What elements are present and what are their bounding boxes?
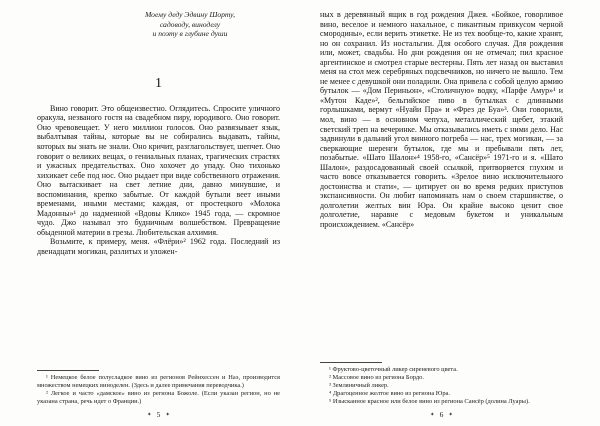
- chapter-number: 1: [155, 75, 162, 91]
- footnote: ³ Земляничный ликер.: [329, 382, 389, 390]
- epigraph-line: садоводу, виноделу: [159, 19, 221, 29]
- page-right-content: [320, 10, 563, 360]
- page-left-content: [37, 10, 280, 368]
- footnote: ⁴ Драгоценное желтое вино из региона Юра.: [329, 390, 450, 398]
- epigraph-line: и поэту в глубине души: [152, 29, 228, 39]
- epigraph-line: Моему деду Эдвину Шорту,: [144, 10, 236, 19]
- footnote-separator: [320, 362, 382, 363]
- footnotes-block: [37, 368, 280, 406]
- footnote-separator: [37, 370, 99, 371]
- footnote: ⁵ Изысканное красное или белое вино из региона Сансёр (долина Луары).: [329, 398, 530, 406]
- page-right: [300, 0, 600, 426]
- body-paragraph: Вино говорит. Это общеизвестно. Оглядитесь. Спросите уличного оракула, незваного гостя на свадебном пиру, юродивого. Оно говорит. Оно чревовещает. У него миллион голосов. Оно развязывает язык, выбалтывая тайны, которые вы не собирались выдавать, тайны, которых вы знать не знали. Оно кричит, разглагольствует, шепчет. Оно говорит о великих вещах, о гениальных планах, трагических страстях и ужасных предательствах. Оно хохочет до упаду. Оно тихонько хихикает себе под нос. Оно рыдает при виде собственного отражения. Оно вытаскивает на свет летние дни, давно минувшие, и воспоминания, крепко забытые. От каждой бутыли веет иными временами, иными местами; каждая, от простецкого «Молока Мадонны»¹ до надменной «Вдовы Клико» 1945 года, — скромное чудо. Джо называл это будничным волшебством. Превращение обыденной материи в грезы. Любительская алхимия.: [37, 103, 280, 237]
- body-paragraph: Возьмите, к примеру, меня. «Флёри»² 1962 года. Последний из двенадцати могикан, разлитых и уложен-: [37, 237, 280, 256]
- page-number-value: 6: [439, 410, 444, 419]
- diamond-ornament-icon: ✦: [448, 412, 453, 418]
- diamond-ornament-icon: ✦: [430, 412, 435, 418]
- body-paragraph: ных в деревянный ящик в год рождения Джея. «Бойкое, говорливое вино, веселое и немного нахальное, с пикантным привкусом черной смородины», если верить этикетке. Не из тех вообще-то, какие хранят, но он сохранил. Из ностальгии. Для особого случая. Для рождения или, может, свадьбы. Но дни рождения он не отмечал; пил красное аргентинское и смотрел старые вестерны. Пять лет назад он выставил меня на стол меж серебряных подсвечников, но ничего не вышло. Тем не менее с девушкой они поладили. Она привела с собой целую армию бутылок — «Дом Периньон», «Столичную» водку, «Парфе Амур»¹ и «Мутон Каде»², бельгийское пиво в бутылках с длинными горлышками, вермут «Нуайи Пра» и «Фрез де Буа»³. Они говорили, мол, вино — в основном чепуха, металлический щебет, этакий светский треп на вечеринке. Мы отказывались иметь с ними дело. Нас задвинули в дальний угол винного погреба — нас, трех могикан, — за сверкающие шеренги бутылок, где мы и пребывали пять лет, позабытые. «Шато Шалон»⁴ 1958-го, «Сансёр»⁵ 1971-го и я. «Шато Шалон», раздосадованный своей ссылкой, притворяется глухим и часто вовсе отказывается говорить. «Зрелое вино исключительного достоинства и стати», — цитирует он во время редких приступов экспансивности. Он любит напоминать нам о своем старшинстве, о долголетии желтых вин Юра. Он крайне высоко ценит свое долголетие, наравне с медовым букетом и уникальным происхождением. «Сансёр»: [320, 10, 563, 230]
- footnote: ² Массовое вино из региона Бордо.: [329, 374, 424, 382]
- epigraph: [100, 10, 280, 39]
- page-number: [320, 406, 563, 421]
- footnote: ² Легкое и часто «дамское» вино из региона Божоле. (Если указан регион, но не указана страна, речь идет о Франции.): [37, 390, 280, 406]
- page-number-value: 5: [156, 410, 161, 419]
- page-number: [37, 406, 280, 421]
- diamond-ornament-icon: ✦: [147, 412, 152, 418]
- footnotes-block: [320, 360, 563, 406]
- diamond-ornament-icon: ✦: [165, 412, 170, 418]
- footnote: ¹ Немецкое белое полусладкое вино из регионов Рейнхессен и Наэ, производится множеством немецких виноделен. (Здесь и далее примечания переводчика.): [37, 374, 280, 390]
- footnote: ¹ Фруктово-цветочный ликер сиреневого цвета.: [329, 366, 458, 374]
